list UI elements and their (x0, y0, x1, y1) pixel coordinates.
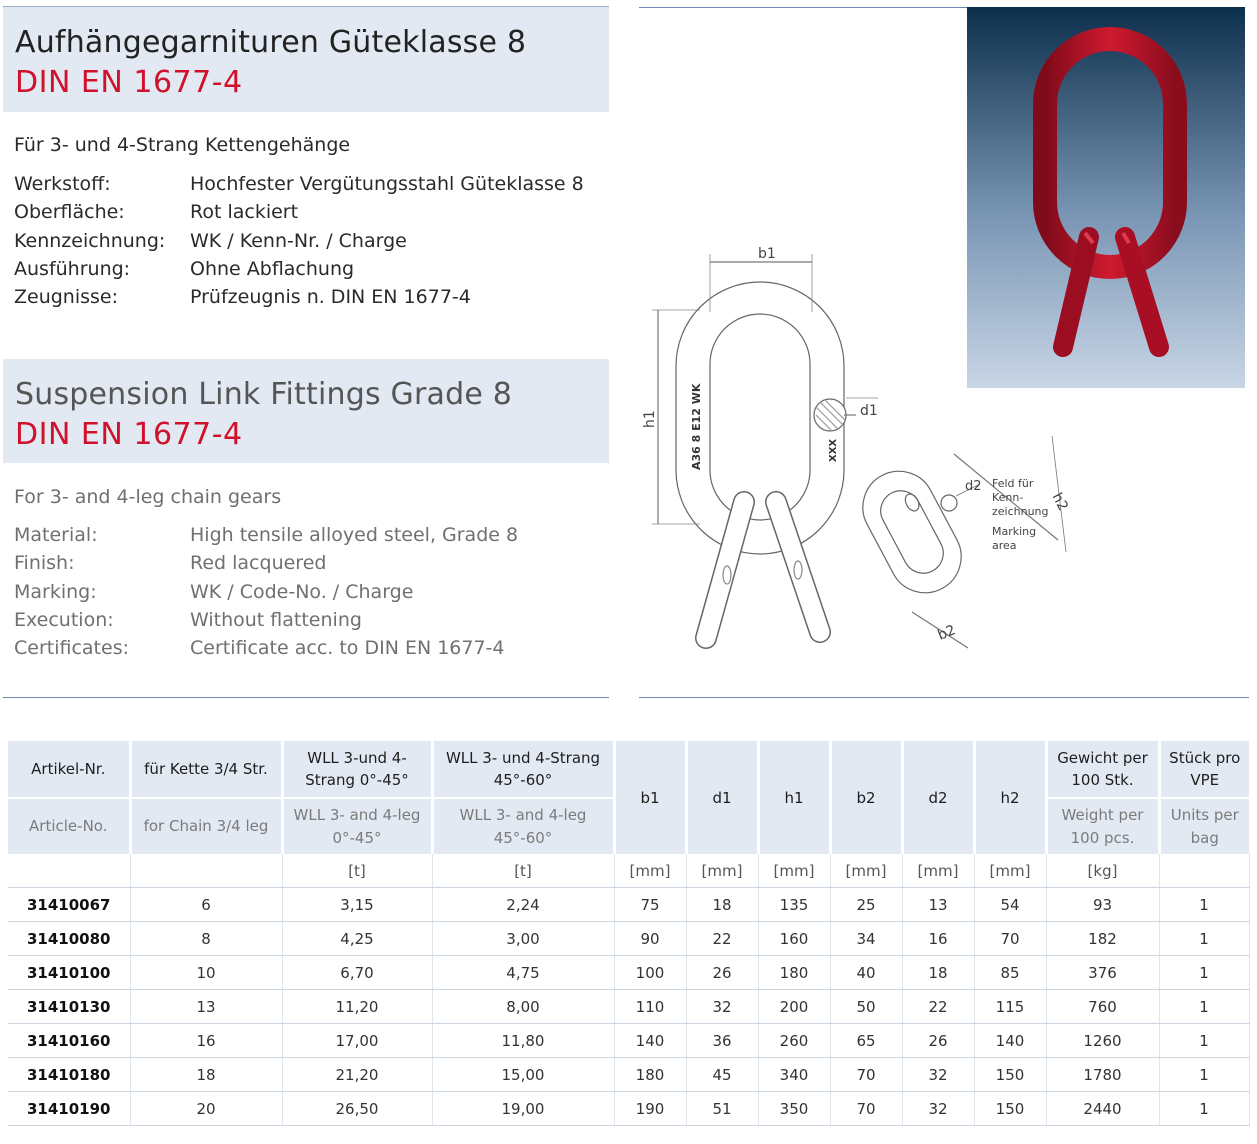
table-cell: 1 (1159, 1058, 1249, 1092)
table-cell: 135 (758, 888, 830, 922)
article-number-cell: 31410160 (8, 1024, 130, 1058)
property-value: Prüfzeugnis n. DIN EN 1677-4 (190, 286, 471, 309)
unit-cell: [mm] (902, 854, 974, 888)
table-cell: 6,70 (282, 956, 432, 990)
table-cell: 15,00 (432, 1058, 614, 1092)
article-number-cell: 31410080 (8, 922, 130, 956)
unit-cell: [t] (282, 854, 432, 888)
technical-drawing (640, 240, 1080, 660)
col-header-b2: b2 (830, 741, 902, 854)
dimension-label-b1: b1 (758, 246, 776, 262)
table-cell: 340 (758, 1058, 830, 1092)
property-label: Material: (14, 524, 98, 546)
marking-label-line: Feld für (992, 477, 1034, 490)
english-title: Suspension Link Fittings Grade 8 (15, 377, 513, 412)
property-label: Finish: (14, 552, 75, 575)
table-cell: 19,00 (432, 1092, 614, 1126)
table-cell: 36 (686, 1024, 758, 1058)
english-header (3, 359, 609, 463)
property-label: Certificates: (14, 637, 129, 660)
table-cell: 32 (902, 1058, 974, 1092)
table-cell: 1 (1159, 990, 1249, 1024)
marking-label-line: Kenn- (992, 491, 1024, 504)
table-cell: 4,75 (432, 956, 614, 990)
spec-table (8, 741, 1250, 1126)
table-cell: 18 (686, 888, 758, 922)
col-header-b1: b1 (614, 741, 686, 854)
table-cell: 85 (974, 956, 1046, 990)
property-label: Marking: (14, 580, 97, 603)
unit-cell: [mm] (974, 854, 1046, 888)
property-value: Certificate acc. to DIN EN 1677-4 (190, 637, 505, 660)
table-cell: 16 (130, 1024, 282, 1058)
marking-label-line: area (992, 539, 1017, 552)
table-cell: 25 (830, 888, 902, 922)
property-value: Rot lackiert (190, 201, 299, 224)
table-cell: 32 (686, 990, 758, 1024)
table-body (8, 888, 1249, 1126)
dimension-label-d1: d1 (860, 403, 878, 419)
table-cell: 13 (130, 990, 282, 1024)
property-label: Execution: (14, 608, 114, 631)
table-cell: 140 (614, 1024, 686, 1058)
table-cell: 115 (974, 990, 1046, 1024)
table-cell: 150 (974, 1058, 1046, 1092)
col-header-de: WLL 3-und 4-Strang 0°-45° (282, 741, 432, 798)
table-cell: 182 (1046, 922, 1159, 956)
table-cell: 1 (1159, 888, 1249, 922)
german-subtitle: Für 3- und 4-Strang Kettengehänge (14, 134, 351, 156)
col-header-h1: h1 (758, 741, 830, 854)
col-header-en: Article-No. (8, 798, 130, 854)
table-cell: 40 (830, 956, 902, 990)
divider-line (639, 697, 1249, 698)
table-cell: 376 (1046, 956, 1159, 990)
col-header-de: Stück pro VPE (1159, 741, 1249, 798)
divider-line (3, 697, 609, 698)
german-title: Aufhängegarnituren Güteklasse 8 (15, 25, 527, 60)
col-header-d1: d1 (686, 741, 758, 854)
table-cell: 760 (1046, 990, 1159, 1024)
property-value: WK / Kenn-Nr. / Charge (190, 229, 407, 252)
table-cell: 20 (130, 1092, 282, 1126)
table-cell: 2,24 (432, 888, 614, 922)
table-cell: 75 (614, 888, 686, 922)
table-cell: 8 (130, 922, 282, 956)
table-cell: 54 (974, 888, 1046, 922)
table-cell: 34 (830, 922, 902, 956)
property-label: Werkstoff: (14, 173, 111, 195)
units-row (8, 854, 1249, 888)
table-cell: 90 (614, 922, 686, 956)
property-label: Zeugnisse: (14, 286, 119, 309)
table-cell: 70 (830, 1058, 902, 1092)
col-header-d2: d2 (902, 741, 974, 854)
table-cell: 260 (758, 1024, 830, 1058)
stamp-xxx: XXX (828, 438, 839, 462)
dimension-label-h2: h2 (1048, 490, 1071, 514)
table-cell: 2440 (1046, 1092, 1159, 1126)
table-cell: 45 (686, 1058, 758, 1092)
article-number-cell: 31410067 (8, 888, 130, 922)
table-cell: 6 (130, 888, 282, 922)
table-cell: 22 (902, 990, 974, 1024)
unit-cell (1159, 854, 1249, 888)
col-header-en: for Chain 3/4 leg (130, 798, 282, 854)
property-value: WK / Code-No. / Charge (190, 580, 414, 603)
col-header-en: Weight per 100 pcs. (1046, 798, 1159, 854)
table-cell: 18 (902, 956, 974, 990)
col-header-de: für Kette 3/4 Str. (130, 741, 282, 798)
table-cell: 1 (1159, 922, 1249, 956)
table-cell: 8,00 (432, 990, 614, 1024)
table-cell: 160 (758, 922, 830, 956)
table-row (8, 990, 1249, 1024)
table-cell: 1 (1159, 956, 1249, 990)
table-cell: 1780 (1046, 1058, 1159, 1092)
unit-cell: [mm] (758, 854, 830, 888)
table-cell: 100 (614, 956, 686, 990)
property-value: High tensile alloyed steel, Grade 8 (190, 524, 519, 546)
table-cell: 190 (614, 1092, 686, 1126)
property-label: Oberfläche: (14, 201, 125, 224)
unit-cell: [mm] (686, 854, 758, 888)
table-cell: 93 (1046, 888, 1159, 922)
table-cell: 3,00 (432, 922, 614, 956)
table-cell: 26 (902, 1024, 974, 1058)
property-label: Ausführung: (14, 257, 131, 280)
col-header-en: Units per bag (1159, 798, 1249, 854)
table-row (8, 1024, 1249, 1058)
header-row-de (8, 741, 1249, 798)
unit-cell (8, 854, 130, 888)
english-subtitle: For 3- and 4-leg chain gears (14, 486, 282, 508)
table-cell: 26 (686, 956, 758, 990)
table-cell: 32 (902, 1092, 974, 1126)
col-header-de: Artikel-Nr. (8, 741, 130, 798)
stamp-text: A36 8 E12 WK (690, 383, 703, 470)
property-value: Without flattening (190, 608, 362, 631)
col-header-en: WLL 3- and 4-leg 0°-45° (282, 798, 432, 854)
table-cell: 70 (830, 1092, 902, 1126)
unit-cell: [mm] (614, 854, 686, 888)
table-row (8, 956, 1249, 990)
table-cell: 180 (758, 956, 830, 990)
unit-cell: [mm] (830, 854, 902, 888)
table-cell: 26,50 (282, 1092, 432, 1126)
table-cell: 51 (686, 1092, 758, 1126)
table-cell: 11,80 (432, 1024, 614, 1058)
col-header-de: Gewicht per 100 Stk. (1046, 741, 1159, 798)
table-cell: 22 (686, 922, 758, 956)
table-cell: 65 (830, 1024, 902, 1058)
table-cell: 1 (1159, 1024, 1249, 1058)
german-header (3, 6, 609, 112)
property-value: Hochfester Vergütungsstahl Güteklasse 8 (190, 173, 584, 195)
table-cell: 70 (974, 922, 1046, 956)
table-row (8, 1058, 1249, 1092)
col-header-de: WLL 3- und 4-Strang 45°-60° (432, 741, 614, 798)
table-cell: 17,00 (282, 1024, 432, 1058)
property-value: Ohne Abflachung (190, 257, 355, 280)
table-cell: 150 (974, 1092, 1046, 1126)
table-cell: 350 (758, 1092, 830, 1126)
table-cell: 110 (614, 990, 686, 1024)
unit-cell (130, 854, 282, 888)
dimension-label-h1: h1 (642, 410, 658, 428)
table-cell: 21,20 (282, 1058, 432, 1092)
divider-line (639, 7, 967, 8)
property-value: Red lacquered (190, 552, 327, 575)
english-norm: DIN EN 1677-4 (15, 417, 243, 452)
table-cell: 3,15 (282, 888, 432, 922)
table-row (8, 922, 1249, 956)
dimension-label-b2: b2 (935, 622, 958, 644)
table-cell: 200 (758, 990, 830, 1024)
col-header-h2: h2 (974, 741, 1046, 854)
table-cell: 16 (902, 922, 974, 956)
col-header-en: WLL 3- and 4-leg 45°-60° (432, 798, 614, 854)
table-cell: 13 (902, 888, 974, 922)
article-number-cell: 31410100 (8, 956, 130, 990)
table-cell: 140 (974, 1024, 1046, 1058)
unit-cell: [t] (432, 854, 614, 888)
table-row (8, 1092, 1249, 1126)
table-cell: 180 (614, 1058, 686, 1092)
article-number-cell: 31410130 (8, 990, 130, 1024)
german-norm: DIN EN 1677-4 (15, 65, 243, 100)
table-cell: 10 (130, 956, 282, 990)
property-label: Kennzeichnung: (14, 229, 166, 252)
marking-label-line: Marking (992, 525, 1037, 538)
marking-label-line: zeichnung (992, 505, 1049, 518)
table-cell: 11,20 (282, 990, 432, 1024)
table-cell: 4,25 (282, 922, 432, 956)
table-cell: 1260 (1046, 1024, 1159, 1058)
table-cell: 50 (830, 990, 902, 1024)
table-row (8, 888, 1249, 922)
table-cell: 1 (1159, 1092, 1249, 1126)
article-number-cell: 31410180 (8, 1058, 130, 1092)
unit-cell: [kg] (1046, 854, 1159, 888)
dimension-label-d2: d2 (965, 479, 982, 494)
article-number-cell: 31410190 (8, 1092, 130, 1126)
table-cell: 18 (130, 1058, 282, 1092)
